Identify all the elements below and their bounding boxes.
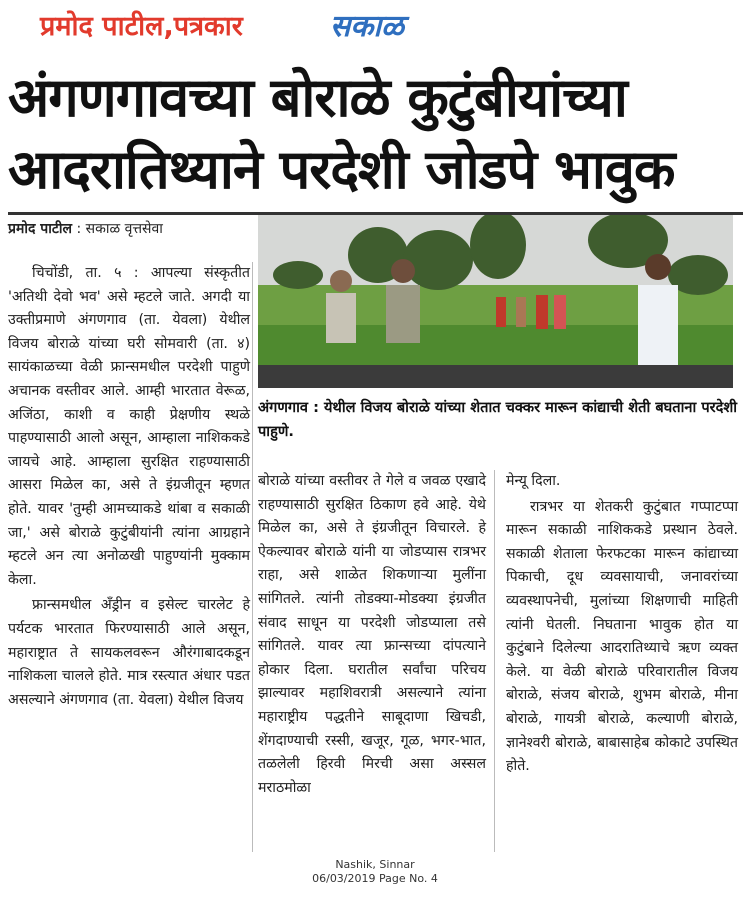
- headline: [8, 62, 743, 206]
- col3-paragraph-2: रात्रभर या शेतकरी कुटुंबात गप्पाटप्पा मारून सकाळी नाशिककडे प्रस्थान ठेवले. सकाळी शेताला फेरफटका मारून कांद्याच्या पिकाची, दूध व्यवसायाची, जनावरांच्या व्यवस्थापनेची, मुलांच्या शिक्षणाची माहिती त्यांनी घेतली. निघताना भावुक होत या कुटुंबाने दिलेल्या आदरातिथ्याचे ऋण व्यक्त केले. या वेळी बोराळे परिवारातील विजय बोराळे, संजय बोराळे, शुभम बोराळे, मीना बोराळे, गायत्री बोराळे, कल्याणी बोराळे, ज्ञानेश्वरी बोराळे, बाबासाहेब कोकाटे उपस्थित होते.: [506, 498, 738, 775]
- column-divider: [252, 262, 253, 852]
- column-divider: [494, 470, 495, 852]
- headline-line-1: अंगणगावच्या बोराळे कुटुंबीयांच्या: [8, 66, 627, 129]
- edition-date-page: 06/03/2019 Page No. 4: [312, 872, 438, 885]
- news-agency: : सकाळ वृत्तसेवा: [76, 221, 163, 237]
- newspaper-logo: सकाळ: [330, 9, 404, 44]
- col1-paragraph-2: फ्रान्समधील अँड्रीन व इसेल्ट चारलेट हे पर्यटक भारतात फिरण्यासाठी आले असून, महाराष्ट्रात ते सायकलवरून औरंगाबादकडून नाशिकला चालले होते. मात्र रस्त्यात अंधार पडत असल्याने अंगणगाव (ता. येवला) येथील विजय: [8, 597, 250, 708]
- column-2: [258, 470, 486, 802]
- col3-paragraph-1: मेन्यू दिला.: [506, 473, 561, 489]
- edition-name: Nashik, Sinnar: [335, 858, 415, 871]
- reporter-byline: प्रमोद पाटील,पत्रकार: [40, 11, 243, 42]
- author-name: प्रमोद पाटील: [8, 221, 73, 237]
- column-3: [506, 470, 738, 781]
- column-1: [8, 262, 250, 714]
- headline-line-2: आदरातिथ्याने परदेशी जोडपे भावुक: [8, 138, 675, 201]
- edition-footer: [290, 858, 460, 886]
- news-photo: [258, 215, 733, 388]
- author-credit: [8, 219, 163, 238]
- col1-paragraph-1: चिचोंडी, ता. ५ : आपल्या संस्कृतीत 'अतिथी देवो भव' असे म्हटले जाते. अगदी या उक्तीप्रमाणे अंगणगाव (ता. येवला) येथील विजय बोराळे यांच्या घरी सोमवारी (ता. ४) सायंकाळच्या वेळी फ्रान्समधील परदेशी पाहुणे अचानक वस्तीवर आले. आम्ही भारतात वेरूळ, अजिंठा, काशी व काही प्रेक्षणीय स्थळे पाहण्यासाठी आलो असून, आम्हाला नाशिककडे जायचे आहे. आम्हाला सुरक्षित राहण्यासाठी आसरा मिळेल का, असे ते इंग्रजीतून म्हणत होते. यावर 'तुम्ही आमच्याकडे थांबा व सकाळी जा,' असे बोराळे कुटुंबीयांनी त्यांना आग्रहाने म्हटले अन त्या अनोळखी पाहुण्यांनी मुक्काम केला.: [8, 265, 250, 588]
- col2-paragraph-1: बोराळे यांच्या वस्तीवर ते गेले व जवळ एखादे राहण्यासाठी सुरक्षित ठिकाण हवे आहे. येथे मिळेल का, असे ते इंग्रजीतून विचारले. हे ऐकल्यावर बोराळे यांनी या जोडप्यास रात्रभर राहा, असे शाळेत शिकणाऱ्या मुलींना सांगितले. त्यांनी तोडक्या-मोडक्या इंग्रजीत संवाद साधून या परदेशी जोडप्याला तसे सांगितले. यावर त्या फ्रान्सच्या दांपत्याने होकार दिला. घरातील सर्वांचा परिचय झाल्यावर महाशिवरात्री असल्याने त्यांना महाराष्ट्रीय पद्धतीने साबूदाणा खिचडी, शेंगदाण्याची रस्सी, खजूर, गूळ, भगर-भात, तळलेली हिरवी मिरची असा अस्सल मराठमोळा: [258, 473, 486, 796]
- photo-caption: अंगणगाव : येथील विजय बोराळे यांच्या शेतात चक्कर मारून कांद्याची शेती बघताना परदेशी पाहुणे.: [258, 399, 738, 440]
- top-strip: [0, 0, 748, 48]
